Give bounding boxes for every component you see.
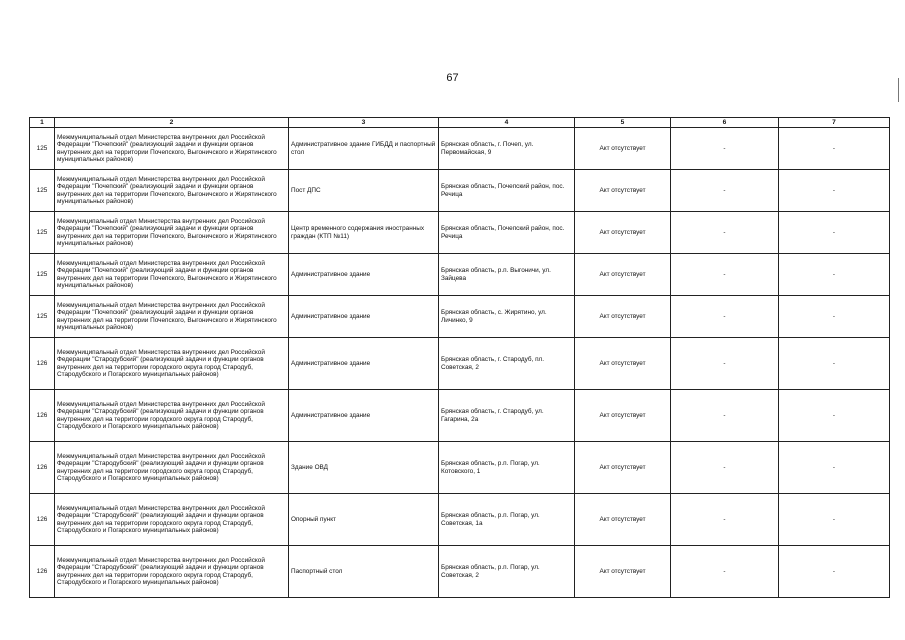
col7-cell: - — [779, 338, 890, 390]
col6-cell: - — [671, 442, 779, 494]
address-cell: Брянская область, г. Стародуб, пл. Советская, 2 — [439, 338, 575, 390]
organization-cell: Межмуниципальный отдел Министерства внутренних дел Российской Федерации "Стародубский" (реализующий задачи и функции органов внутренних дел на территории городского округа город Стародуб, Стародубского и Погарского муниципальных районов) — [55, 442, 289, 494]
act-status-cell: Акт отсутствует — [575, 296, 671, 338]
col7-cell: - — [779, 296, 890, 338]
register-table — [29, 117, 890, 598]
address-cell: Брянская область, г. Почеп, ул. Первомайская, 9 — [439, 128, 575, 170]
header-col-3: 3 — [289, 118, 439, 128]
header-col-7: 7 — [779, 118, 890, 128]
object-cell: Административное здание — [289, 296, 439, 338]
col6-cell: - — [671, 254, 779, 296]
row-number: 126 — [30, 442, 55, 494]
table-row — [30, 390, 890, 442]
row-number: 126 — [30, 546, 55, 598]
table-row — [30, 546, 890, 598]
row-number: 125 — [30, 128, 55, 170]
organization-cell: Межмуниципальный отдел Министерства внутренних дел Российской Федерации "Почепский" (реализующий задачи и функции органов внутренних дел на территории Почепского, Выгоничского и Жирятинского муниципальных районов) — [55, 212, 289, 254]
col7-cell: - — [779, 546, 890, 598]
object-cell: Паспортный стол — [289, 546, 439, 598]
col7-cell: - — [779, 442, 890, 494]
col6-cell: - — [671, 296, 779, 338]
col7-cell: - — [779, 170, 890, 212]
col7-cell: - — [779, 390, 890, 442]
address-cell: Брянская область, р.п. Погар, ул. Советская, 2 — [439, 546, 575, 598]
col6-cell: - — [671, 390, 779, 442]
col7-cell: - — [779, 128, 890, 170]
table-row — [30, 212, 890, 254]
act-status-cell: Акт отсутствует — [575, 494, 671, 546]
col6-cell: - — [671, 128, 779, 170]
table-row — [30, 494, 890, 546]
act-status-cell: Акт отсутствует — [575, 128, 671, 170]
object-cell: Административное здание — [289, 254, 439, 296]
organization-cell: Межмуниципальный отдел Министерства внутренних дел Российской Федерации "Стародубский" (реализующий задачи и функции органов внутренних дел на территории городского округа город Стародуб, Стародубского и Погарского муниципальных районов) — [55, 546, 289, 598]
header-col-6: 6 — [671, 118, 779, 128]
object-cell: Пост ДПС — [289, 170, 439, 212]
row-number: 126 — [30, 390, 55, 442]
col6-cell: - — [671, 494, 779, 546]
act-status-cell: Акт отсутствует — [575, 442, 671, 494]
organization-cell: Межмуниципальный отдел Министерства внутренних дел Российской Федерации "Почепский" (реализующий задачи и функции органов внутренних дел на территории Почепского, Выгоничского и Жирятинского муниципальных районов) — [55, 170, 289, 212]
organization-cell: Межмуниципальный отдел Министерства внутренних дел Российской Федерации "Стародубский" (реализующий задачи и функции органов внутренних дел на территории городского округа город Стародуб, Стародубского и Погарского муниципальных районов) — [55, 390, 289, 442]
address-cell: Брянская область, р.п. Погар, ул. Советская, 1а — [439, 494, 575, 546]
col6-cell: - — [671, 212, 779, 254]
object-cell: Административное здание — [289, 390, 439, 442]
table-row — [30, 254, 890, 296]
row-number: 125 — [30, 212, 55, 254]
col6-cell: - — [671, 170, 779, 212]
organization-cell: Межмуниципальный отдел Министерства внутренних дел Российской Федерации "Почепский" (реализующий задачи и функции органов внутренних дел на территории Почепского, Выгоничского и Жирятинского муниципальных районов) — [55, 254, 289, 296]
object-cell: Центр временного содержания иностранных граждан (КТП №11) — [289, 212, 439, 254]
row-number: 125 — [30, 296, 55, 338]
address-cell: Брянская область, р.п. Выгоничи, ул. Зайцева — [439, 254, 575, 296]
act-status-cell: Акт отсутствует — [575, 212, 671, 254]
organization-cell: Межмуниципальный отдел Министерства внутренних дел Российской Федерации "Почепский" (реализующий задачи и функции органов внутренних дел на территории Почепского, Выгоничского и Жирятинского муниципальных районов) — [55, 128, 289, 170]
col7-cell: - — [779, 254, 890, 296]
header-col-1: 1 — [30, 118, 55, 128]
address-cell: Брянская область, с. Жирятино, ул. Личинко, 9 — [439, 296, 575, 338]
address-cell: Брянская область, Почепский район, пос. Речица — [439, 170, 575, 212]
scan-artifact-line — [898, 78, 899, 102]
table-row — [30, 296, 890, 338]
organization-cell: Межмуниципальный отдел Министерства внутренних дел Российской Федерации "Стародубский" (реализующий задачи и функции органов внутренних дел на территории городского округа город Стародуб, Стародубского и Погарского муниципальных районов) — [55, 494, 289, 546]
page-number: 67 — [446, 72, 459, 84]
header-col-5: 5 — [575, 118, 671, 128]
header-col-2: 2 — [55, 118, 289, 128]
act-status-cell: Акт отсутствует — [575, 390, 671, 442]
object-cell: Административное здание ГИБДД и паспортный стол — [289, 128, 439, 170]
col7-cell: - — [779, 494, 890, 546]
object-cell: Здание ОВД — [289, 442, 439, 494]
row-number: 125 — [30, 170, 55, 212]
object-cell: Административное здание — [289, 338, 439, 390]
col6-cell: - — [671, 546, 779, 598]
row-number: 126 — [30, 338, 55, 390]
table-row — [30, 338, 890, 390]
header-col-4: 4 — [439, 118, 575, 128]
address-cell: Брянская область, г. Стародуб, ул. Гагарина, 2а — [439, 390, 575, 442]
act-status-cell: Акт отсутствует — [575, 546, 671, 598]
act-status-cell: Акт отсутствует — [575, 170, 671, 212]
organization-cell: Межмуниципальный отдел Министерства внутренних дел Российской Федерации "Стародубский" (реализующий задачи и функции органов внутренних дел на территории городского округа город Стародуб, Стародубского и Погарского муниципальных районов) — [55, 338, 289, 390]
table-row — [30, 128, 890, 170]
object-cell: Опорный пункт — [289, 494, 439, 546]
act-status-cell: Акт отсутствует — [575, 338, 671, 390]
act-status-cell: Акт отсутствует — [575, 254, 671, 296]
col6-cell: - — [671, 338, 779, 390]
table-row — [30, 442, 890, 494]
row-number: 125 — [30, 254, 55, 296]
row-number: 126 — [30, 494, 55, 546]
register-table-wrapper — [29, 117, 889, 598]
address-cell: Брянская область, р.п. Погар, ул. Котовского, 1 — [439, 442, 575, 494]
table-row — [30, 170, 890, 212]
address-cell: Брянская область, Почепский район, пос. Речица — [439, 212, 575, 254]
organization-cell: Межмуниципальный отдел Министерства внутренних дел Российской Федерации "Почепский" (реализующий задачи и функции органов внутренних дел на территории Почепского, Выгоничского и Жирятинского муниципальных районов) — [55, 296, 289, 338]
col7-cell: - — [779, 212, 890, 254]
header-row — [30, 118, 890, 128]
